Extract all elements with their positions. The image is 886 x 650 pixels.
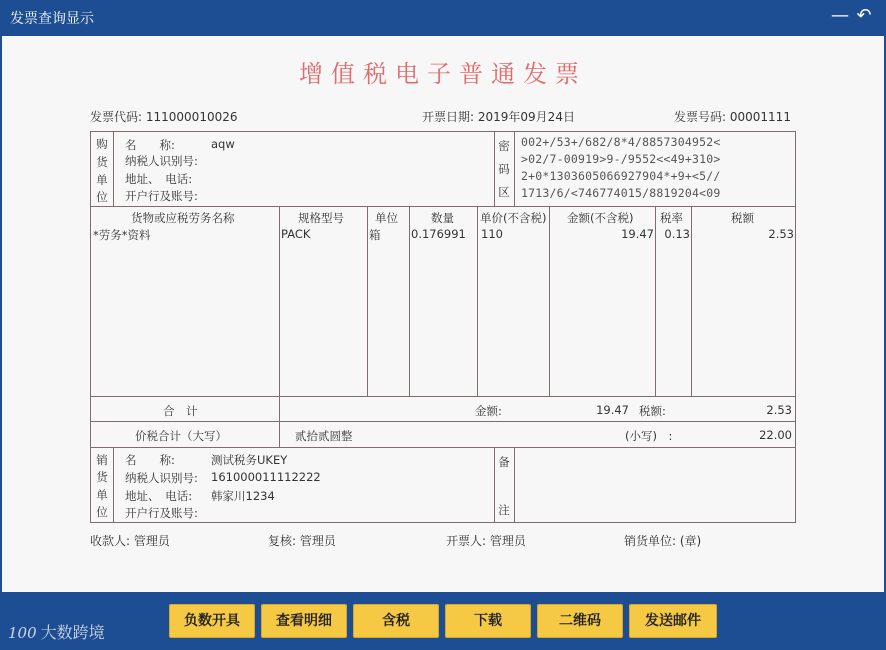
buyer-name-label: 名 称: <box>125 138 175 152</box>
footer-toolbar <box>0 592 886 650</box>
invoice-number <box>674 108 791 125</box>
col-header-spec: 规格型号 <box>298 211 344 225</box>
invoice-code-label: 发票代码: <box>90 110 143 124</box>
invoice-code <box>90 108 238 125</box>
grand-total-small-value: 22.00 <box>759 428 792 442</box>
window-title: 发票查询显示 <box>10 11 94 27</box>
total-tax-value: 2.53 <box>766 403 792 417</box>
cipher-section-char: 密 <box>498 139 510 153</box>
seller-address-label: 地址、 电话: <box>125 489 193 503</box>
col-header-unit: 单位 <box>375 211 398 225</box>
cipher-line: 002+/53+/682/8*4/8857304952< <box>521 135 721 149</box>
total-amount-value: 19.47 <box>596 403 629 417</box>
invoice-number-value: 00001111 <box>729 110 791 124</box>
total-amount-label: 金额: <box>475 404 502 418</box>
seller-address-value: 韩家川1234 <box>211 489 275 503</box>
watermark-logo <box>8 620 105 643</box>
item-rate: 0.13 <box>664 227 690 241</box>
watermark-text: 大数跨境 <box>40 623 105 642</box>
seller-name-value: 测试税务UKEY <box>211 453 288 467</box>
seller-tax-id-value: 161000011112222 <box>211 470 321 484</box>
col-header-tax: 税额 <box>731 211 754 225</box>
seller-section-char: 单 <box>96 488 108 502</box>
seller-section-char: 销 <box>96 453 108 467</box>
cipher-line: 1713/6/<746774015/8819204<09 <box>521 186 721 200</box>
send-email-button[interactable]: 发送邮件 <box>629 604 717 638</box>
tax-included-button[interactable]: 含税 <box>353 604 439 638</box>
invoice-title: 增值税电子普通发票 <box>299 60 587 88</box>
seller-unit-label: 销货单位: <box>624 534 677 548</box>
remark-section-char: 注 <box>498 503 510 517</box>
invoice-code-value: 111000010026 <box>145 110 238 124</box>
seller-unit <box>624 532 701 549</box>
remark-section-char: 备 <box>498 455 510 469</box>
buyer-section-char: 购 <box>96 137 108 151</box>
buyer-bank-label: 开户行及账号: <box>125 189 198 203</box>
issuer-value: 管理员 <box>489 534 526 548</box>
buyer-section-char: 货 <box>96 155 108 169</box>
col-header-amount: 金额(不含税) <box>567 211 634 225</box>
minimize-icon[interactable]: — <box>831 5 849 26</box>
payee-label: 收款人: <box>90 534 131 548</box>
invoice-date-value: 2019年09月24日 <box>477 110 575 124</box>
buyer-tax-id-label: 纳税人识别号: <box>125 154 198 168</box>
invoice-date <box>422 108 575 125</box>
col-header-rate: 税率 <box>660 211 683 225</box>
back-icon[interactable]: ↶ <box>856 5 872 26</box>
item-amount: 19.47 <box>621 227 654 241</box>
download-button[interactable]: 下载 <box>445 604 531 638</box>
seller-unit-value: (章) <box>679 534 702 548</box>
item-name: *劳务*资料 <box>93 228 151 242</box>
buyer-section-char: 单 <box>96 173 108 187</box>
buyer-address-label: 地址、 电话: <box>125 172 193 186</box>
item-spec: PACK <box>281 227 311 241</box>
issuer-label: 开票人: <box>446 534 487 548</box>
total-label: 合 计 <box>163 404 198 418</box>
seller-name-label: 名 称: <box>125 453 175 467</box>
invoice-date-label: 开票日期: <box>422 110 475 124</box>
payee <box>90 532 170 549</box>
seller-section-char: 货 <box>96 470 108 484</box>
qrcode-button[interactable]: 二维码 <box>537 604 623 638</box>
item-tax: 2.53 <box>768 227 794 241</box>
reviewer-value: 管理员 <box>299 534 336 548</box>
cipher-line: 2+0*1303605066927904*+9+<5// <box>521 169 721 183</box>
reviewer-label: 复核: <box>268 534 297 548</box>
invoice-number-label: 发票号码: <box>674 110 727 124</box>
invoice-panel <box>2 36 884 592</box>
payee-value: 管理员 <box>133 534 170 548</box>
grand-total-words: 贰拾贰圆整 <box>295 429 353 443</box>
total-tax-label: 税额: <box>639 404 666 418</box>
invoice-table <box>90 131 796 523</box>
grand-total-small-label: (小写) : <box>625 429 673 443</box>
seller-tax-id-label: 纳税人识别号: <box>125 471 198 485</box>
item-price: 110 <box>481 227 503 241</box>
seller-section-char: 位 <box>96 505 108 519</box>
item-qty: 0.176991 <box>411 227 466 241</box>
title-bar <box>0 0 886 36</box>
col-header-price: 单价(不含税) <box>480 211 547 225</box>
seller-bank-label: 开户行及账号: <box>125 506 198 520</box>
cipher-section-char: 区 <box>498 185 510 199</box>
col-header-qty: 数量 <box>431 211 454 225</box>
cipher-section-char: 码 <box>498 162 510 176</box>
issuer <box>446 532 526 549</box>
buyer-section-char: 位 <box>96 190 108 204</box>
item-unit: 箱 <box>369 228 381 242</box>
watermark-mark: 100 <box>8 624 37 642</box>
col-header-name: 货物或应税劳务名称 <box>131 211 235 225</box>
view-details-button[interactable]: 查看明细 <box>261 604 347 638</box>
buyer-name-value: aqw <box>211 137 235 151</box>
grand-total-label: 价税合计（大写） <box>135 429 227 443</box>
cipher-line: >02/7-00919>9-/9552<<49+310> <box>521 152 721 166</box>
negative-invoice-button[interactable]: 负数开具 <box>169 604 255 638</box>
reviewer <box>268 532 336 549</box>
